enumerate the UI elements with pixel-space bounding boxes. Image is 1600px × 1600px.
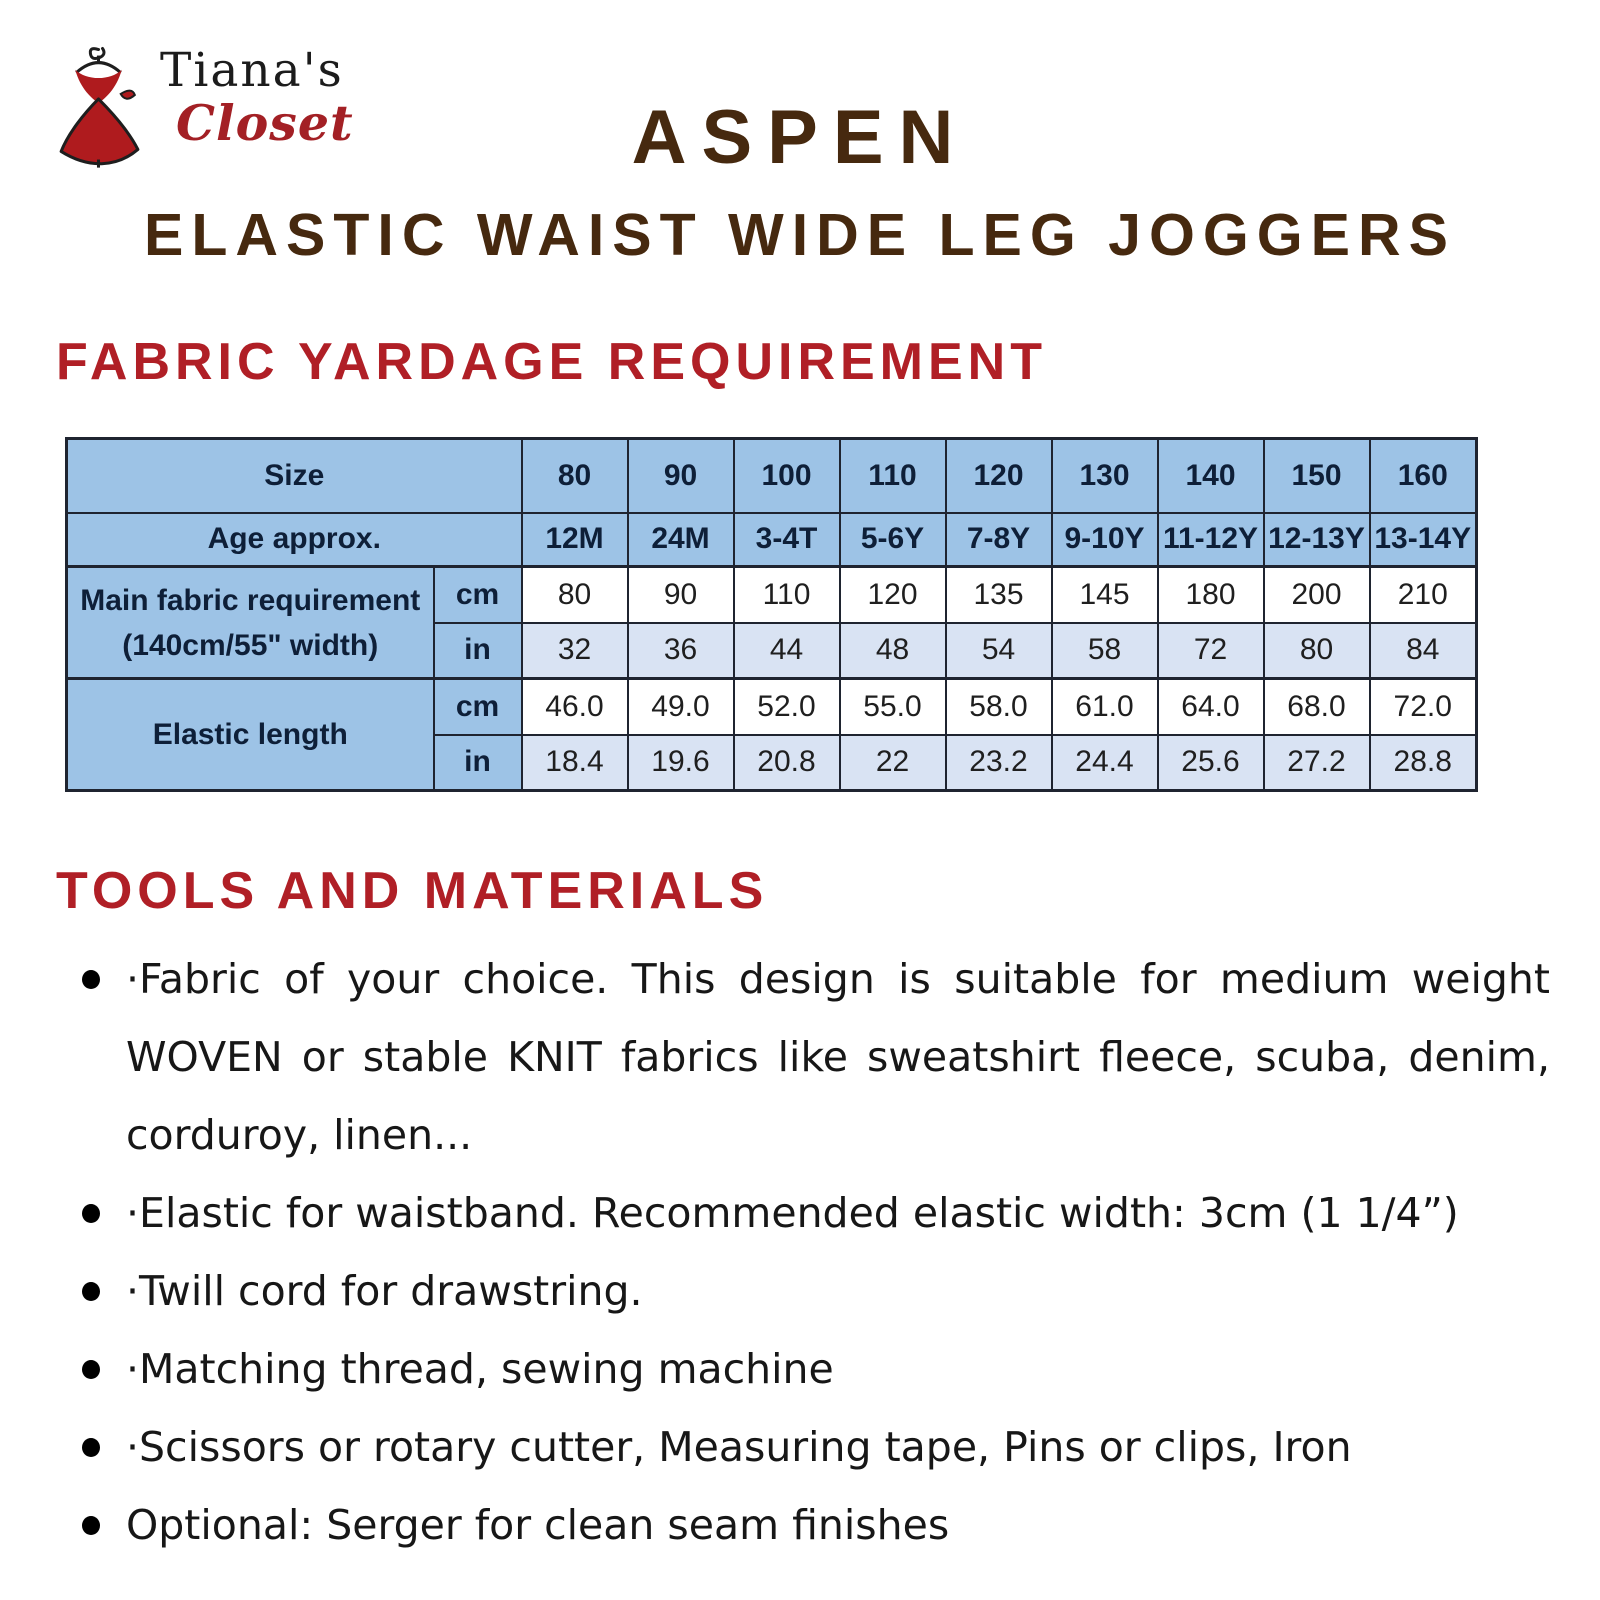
main-fabric-label-line2: (140cm/55" width) bbox=[122, 628, 379, 662]
bullet-icon bbox=[82, 1360, 100, 1379]
unit-cell-in: in bbox=[434, 623, 522, 679]
size-value-cell: 120 bbox=[946, 439, 1052, 513]
elastic-in-cell: 25.6 bbox=[1158, 735, 1264, 791]
age-value-cell: 5-6Y bbox=[840, 513, 946, 567]
elastic-in-cell: 28.8 bbox=[1370, 735, 1477, 791]
dress-on-mannequin-icon bbox=[46, 36, 152, 168]
fabric-in-cell: 58 bbox=[1052, 623, 1158, 679]
fabric-cm-cell: 180 bbox=[1158, 567, 1264, 623]
unit-cell-cm: cm bbox=[434, 567, 522, 623]
elastic-in-cell: 20.8 bbox=[734, 735, 840, 791]
elastic-in-cell: 18.4 bbox=[522, 735, 628, 791]
list-item bbox=[58, 1330, 1550, 1408]
bullet-icon bbox=[82, 1282, 100, 1301]
size-label-cell: Size bbox=[67, 439, 522, 513]
elastic-cm-cell: 68.0 bbox=[1264, 679, 1370, 735]
list-item-text: ·Elastic for waistband. Recommended elastic width: 3cm (1 1/4”) bbox=[126, 1189, 1459, 1238]
age-value-cell: 12-13Y bbox=[1264, 513, 1370, 567]
age-value-cell: 3-4T bbox=[734, 513, 840, 567]
brand-name-bottom: Closet bbox=[176, 94, 354, 153]
list-item-text: ·Matching thread, sewing machine bbox=[126, 1345, 834, 1394]
main-fabric-label-cell bbox=[67, 567, 434, 679]
list-item-text: Optional: Serger for clean seam finishes bbox=[126, 1501, 950, 1550]
elastic-cm-cell: 72.0 bbox=[1370, 679, 1477, 735]
list-item-text: ·Scissors or rotary cutter, Measuring tape, Pins or clips, Iron bbox=[126, 1423, 1352, 1472]
size-value-cell: 90 bbox=[628, 439, 734, 513]
fabric-in-cell: 72 bbox=[1158, 623, 1264, 679]
fabric-yardage-heading: FABRIC YARDAGE REQUIREMENT bbox=[56, 333, 1047, 392]
page-subtitle: ELASTIC WAIST WIDE LEG JOGGERS bbox=[144, 201, 1456, 268]
fabric-in-cell: 32 bbox=[522, 623, 628, 679]
elastic-cm-cell: 58.0 bbox=[946, 679, 1052, 735]
size-value-cell: 150 bbox=[1264, 439, 1370, 513]
elastic-in-cell: 27.2 bbox=[1264, 735, 1370, 791]
elastic-in-cell: 23.2 bbox=[946, 735, 1052, 791]
fabric-in-cell: 36 bbox=[628, 623, 734, 679]
elastic-in-cell: 22 bbox=[840, 735, 946, 791]
elastic-cm-cell: 52.0 bbox=[734, 679, 840, 735]
elastic-cm-cell: 64.0 bbox=[1158, 679, 1264, 735]
main-fabric-label-line1: Main fabric requirement bbox=[80, 583, 421, 617]
fabric-in-cell: 84 bbox=[1370, 623, 1477, 679]
size-value-cell: 100 bbox=[734, 439, 840, 513]
table-row-age bbox=[67, 513, 1477, 567]
list-item bbox=[58, 1252, 1550, 1330]
brand-name-top: Tiana's bbox=[160, 43, 344, 98]
age-value-cell: 7-8Y bbox=[946, 513, 1052, 567]
elastic-in-cell: 19.6 bbox=[628, 735, 734, 791]
list-item bbox=[58, 940, 1550, 1174]
elastic-in-cell: 24.4 bbox=[1052, 735, 1158, 791]
brand-name bbox=[160, 43, 354, 153]
page-title: ASPEN bbox=[631, 95, 969, 180]
bullet-icon bbox=[82, 1438, 100, 1457]
bullet-icon bbox=[82, 970, 100, 989]
elastic-cm-cell: 55.0 bbox=[840, 679, 946, 735]
size-value-cell: 80 bbox=[522, 439, 628, 513]
brand-logo bbox=[46, 36, 354, 168]
size-value-cell: 160 bbox=[1370, 439, 1477, 513]
age-value-cell: 11-12Y bbox=[1158, 513, 1264, 567]
age-value-cell: 9-10Y bbox=[1052, 513, 1158, 567]
bullet-icon bbox=[82, 1516, 100, 1535]
unit-cell-cm: cm bbox=[434, 679, 522, 735]
fabric-cm-cell: 135 bbox=[946, 567, 1052, 623]
fabric-cm-cell: 90 bbox=[628, 567, 734, 623]
tools-materials-heading: TOOLS AND MATERIALS bbox=[56, 862, 769, 921]
fabric-cm-cell: 200 bbox=[1264, 567, 1370, 623]
unit-cell-in: in bbox=[434, 735, 522, 791]
elastic-label-cell: Elastic length bbox=[67, 679, 434, 791]
list-item-text: ·Fabric of your choice. This design is suitable for medium weight WOVEN or stable KNIT fabrics like sweatshirt fleece, scuba, denim, corduroy, linen... bbox=[126, 955, 1550, 1160]
fabric-in-cell: 48 bbox=[840, 623, 946, 679]
age-value-cell: 13-14Y bbox=[1370, 513, 1477, 567]
table-row-elastic-cm bbox=[67, 679, 1477, 735]
list-item bbox=[58, 1408, 1550, 1486]
table-row-size bbox=[67, 439, 1477, 513]
elastic-cm-cell: 46.0 bbox=[522, 679, 628, 735]
list-item-text: ·Twill cord for drawstring. bbox=[126, 1267, 643, 1316]
size-value-cell: 130 bbox=[1052, 439, 1158, 513]
age-label-cell: Age approx. bbox=[67, 513, 522, 567]
tools-materials-list bbox=[58, 940, 1550, 1564]
list-item bbox=[58, 1486, 1550, 1564]
fabric-in-cell: 54 bbox=[946, 623, 1052, 679]
fabric-yardage-table bbox=[65, 437, 1478, 792]
age-value-cell: 12M bbox=[522, 513, 628, 567]
elastic-cm-cell: 49.0 bbox=[628, 679, 734, 735]
elastic-cm-cell: 61.0 bbox=[1052, 679, 1158, 735]
age-value-cell: 24M bbox=[628, 513, 734, 567]
size-value-cell: 110 bbox=[840, 439, 946, 513]
fabric-cm-cell: 80 bbox=[522, 567, 628, 623]
fabric-cm-cell: 145 bbox=[1052, 567, 1158, 623]
fabric-cm-cell: 110 bbox=[734, 567, 840, 623]
table-row-fabric-cm bbox=[67, 567, 1477, 623]
fabric-in-cell: 80 bbox=[1264, 623, 1370, 679]
fabric-cm-cell: 210 bbox=[1370, 567, 1477, 623]
bullet-icon bbox=[82, 1204, 100, 1223]
fabric-cm-cell: 120 bbox=[840, 567, 946, 623]
size-value-cell: 140 bbox=[1158, 439, 1264, 513]
fabric-in-cell: 44 bbox=[734, 623, 840, 679]
list-item bbox=[58, 1174, 1550, 1252]
